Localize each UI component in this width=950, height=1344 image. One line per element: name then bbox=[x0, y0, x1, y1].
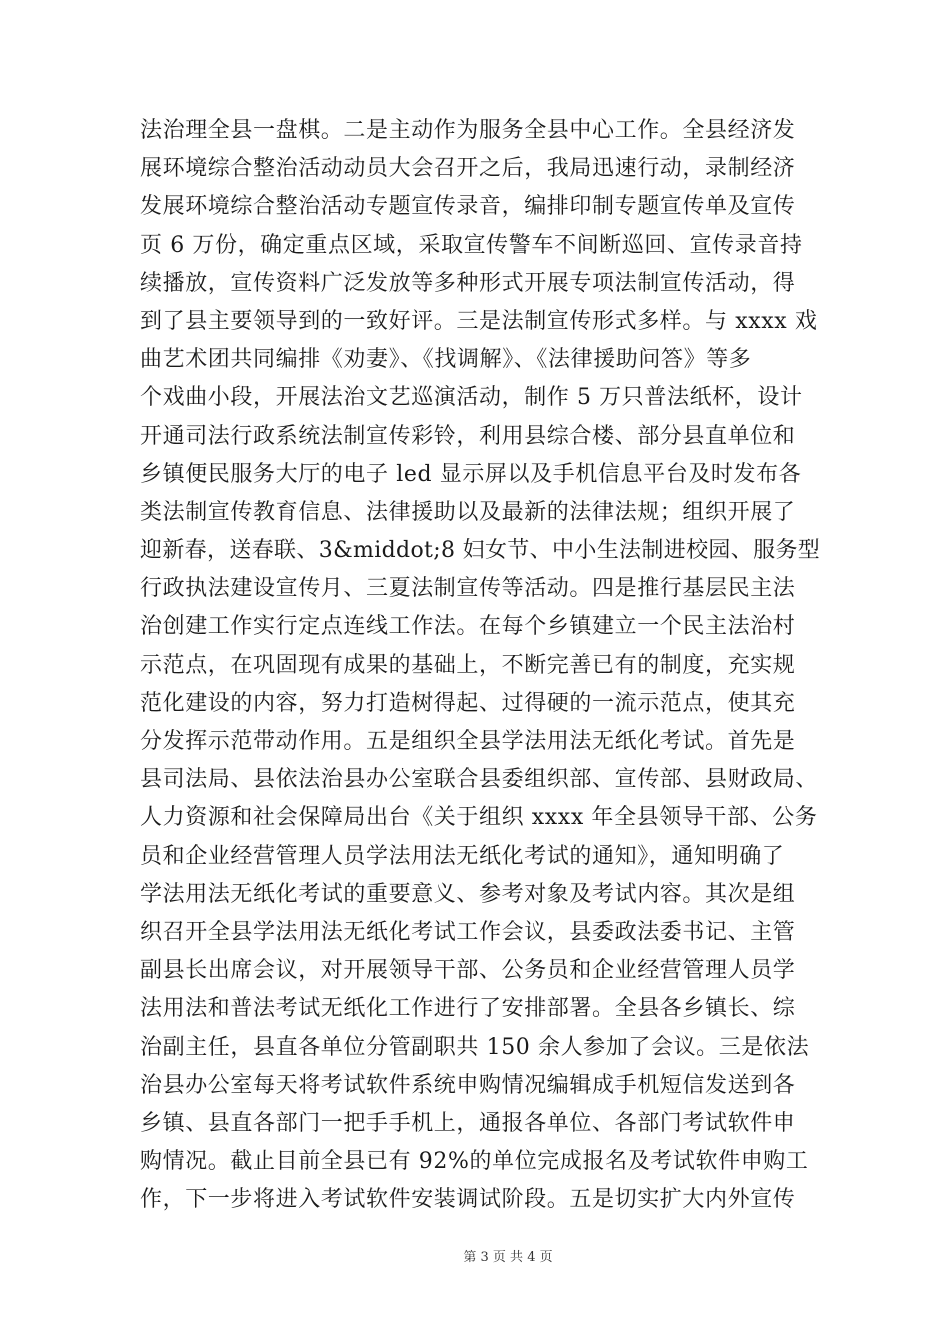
text-line: 到了县主要领导到的一致好评。三是法制宣传形式多样。与 xxxx 戏 bbox=[140, 308, 818, 334]
text-line: 作，下一步将进入考试软件安装调试阶段。五是切实扩大内外宣传 bbox=[140, 1187, 796, 1213]
text-line: 个戏曲小段，开展法治文艺巡演活动，制作 5 万只普法纸杯，设计 bbox=[140, 385, 803, 411]
text-line: 曲艺术团共同编排《劝妻》、《找调解》、《法律援助问答》等多 bbox=[140, 347, 752, 373]
page-footer: 第 3 页 共 4 页 bbox=[463, 1250, 553, 1265]
text-line: 织召开全县学法用法无纸化考试工作会议，县委政法委书记、主管 bbox=[140, 919, 796, 945]
text-line: 类法制宣传教育信息、法律援助以及最新的法律法规；组织开展了 bbox=[140, 499, 796, 525]
text-line: 人力资源和社会保障局出台《关于组织 xxxx 年全县领导干部、公务 bbox=[140, 805, 818, 831]
text-line: 法用法和普法考试无纸化工作进行了安排部署。全县各乡镇长、综 bbox=[140, 996, 796, 1022]
text-line: 页 6 万份，确定重点区域，采取宣传警车不间断巡回、宣传录音持 bbox=[140, 232, 803, 258]
text-line: 员和企业经营管理人员学法用法无纸化考试的通知》，通知明确了 bbox=[140, 843, 785, 869]
text-line: 治创建工作实行定点连线工作法。在每个乡镇建立一个民主法治村 bbox=[140, 614, 796, 640]
text-line: 乡镇、县直各部门一把手手机上，通报各单位、各部门考试软件申 bbox=[140, 1110, 796, 1136]
text-line: 购情况。截止目前全县已有 92%的单位完成报名及考试软件申购工 bbox=[140, 1149, 809, 1175]
text-line: 示范点，在巩固现有成果的基础上，不断完善已有的制度，充实规 bbox=[140, 652, 796, 678]
text-line: 治副主任，县直各单位分管副职共 150 余人参加了会议。三是依法 bbox=[140, 1034, 810, 1060]
text-line: 续播放，宣传资料广泛发放等多种形式开展专项法制宣传活动，得 bbox=[140, 270, 796, 296]
text-line: 开通司法行政系统法制宣传彩铃，利用县综合楼、部分县直单位和 bbox=[140, 423, 796, 449]
text-line: 县司法局、县依法治县办公室联合县委组织部、宣传部、县财政局、 bbox=[140, 767, 819, 793]
text-line: 副县长出席会议，对开展领导干部、公务员和企业经营管理人员学 bbox=[140, 958, 796, 984]
text-line: 治县办公室每天将考试软件系统申购情况编辑成手机短信发送到各 bbox=[140, 1072, 796, 1098]
text-line: 行政执法建设宣传月、三夏法制宣传等活动。四是推行基层民主法 bbox=[140, 576, 796, 602]
text-line: 发展环境综合整治活动专题宣传录音，编排印制专题宣传单及宣传 bbox=[140, 194, 796, 220]
text-line: 学法用法无纸化考试的重要意义、参考对象及考试内容。其次是组 bbox=[140, 881, 796, 907]
text-line: 法治理全县一盘棋。二是主动作为服务全县中心工作。全县经济发 bbox=[140, 118, 796, 143]
text-line: 迎新春，送春联、3&middot;8 妇女节、中小生法制进校园、服务型 bbox=[140, 538, 821, 564]
text-line: 乡镇便民服务大厅的电子 led 显示屏以及手机信息平台及时发布各 bbox=[140, 461, 802, 487]
text-line: 分发挥示范带动作用。五是组织全县学法用法无纸化考试。首先是 bbox=[140, 729, 796, 754]
body-text bbox=[140, 112, 820, 1219]
text-line: 范化建设的内容，努力打造树得起、过得硬的一流示范点，使其充 bbox=[140, 690, 796, 716]
text-line: 展环境综合整治活动动员大会召开之后，我局迅速行动，录制经济 bbox=[140, 156, 796, 182]
